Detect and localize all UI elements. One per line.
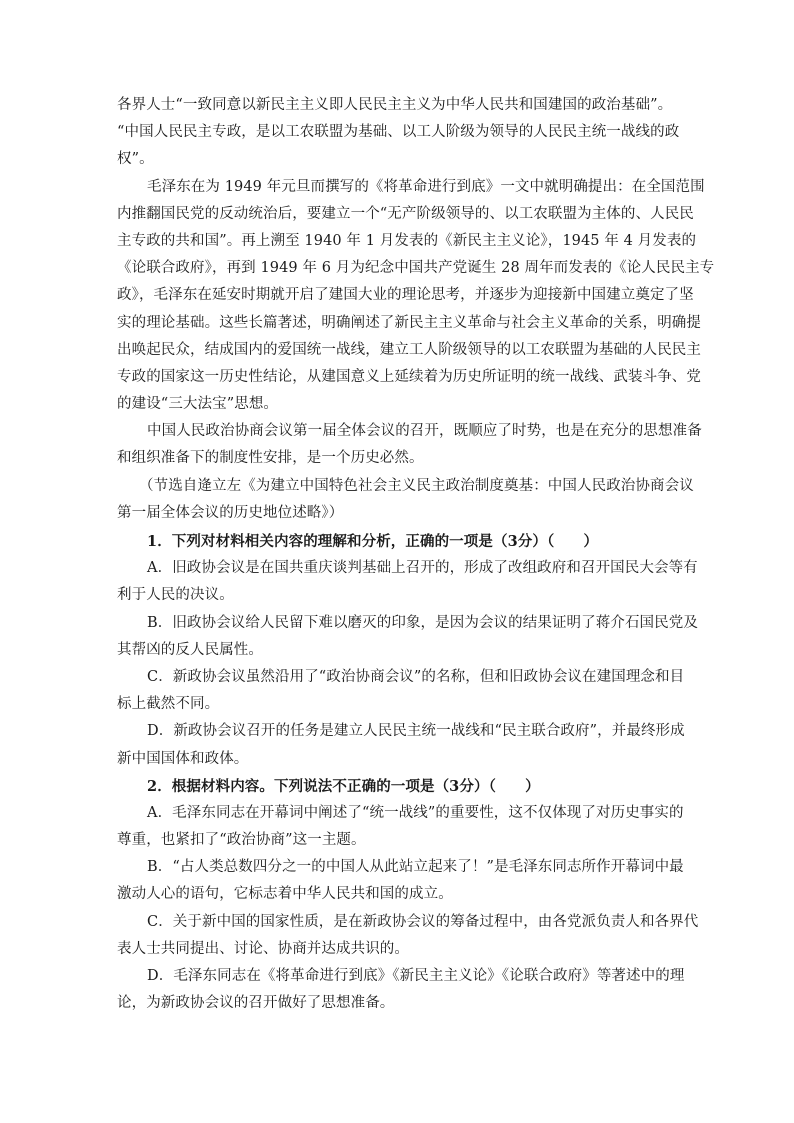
text-line: 新中国国体和政体。 — [117, 750, 249, 767]
text-line: 毛泽东在为 1949 年元旦而撰写的《将革命进行到底》一文中就明确提出：在全国范围 — [147, 178, 705, 195]
text-line: A．毛泽东同志在开幕词中阐述了“统一战线”的重要性，这不仅体现了对历史事实的 — [147, 804, 684, 821]
text-line: “中国人民民主专政，是以工农联盟为基础、以工人阶级为领导的人民民主统一战线的政 — [117, 124, 680, 141]
text-line: 激动人心的语句，它标志着中华人民共和国的成立。 — [117, 886, 453, 903]
text-line: B．“占人类总数四分之一的中国人从此站立起来了！”是毛泽东同志所作开幕词中最 — [147, 859, 684, 876]
text-line: 表人士共同提出、讨论、协商并达成共识的。 — [117, 940, 409, 957]
text-line: 政》，毛泽东在延安时期就开启了建国大业的理论思考，并逐步为迎接新中国建立奠定了坚 — [117, 287, 694, 304]
option-d — [117, 963, 685, 1017]
text-line: 《论联合政府》，再到 1949 年 6 月为纪念中国共产党诞生 28 周年而发表的《论人民民主专 — [117, 260, 715, 277]
text-line: 的建设“三大法宝”思想。 — [117, 396, 279, 413]
text-line: 和组织准备下的制度性安排，是一个历史必然。 — [117, 450, 424, 467]
question-stem: 1．下列对材料相关内容的理解和分析，正确的一项是（3分）（ ） — [147, 533, 599, 550]
question-1 — [117, 528, 698, 773]
question-2 — [117, 773, 699, 1018]
text-line: 出唤起民众，结成国内的爱国统一战线，建立工人阶级领导的以工农联盟为基础的人民民主 — [117, 341, 701, 358]
text-line: A．旧政协会议是在国共重庆谈判基础上召开的，形成了改组政府和召开国民大会等有 — [147, 560, 698, 577]
paragraph-3 — [117, 418, 702, 472]
option-a — [117, 555, 698, 609]
text-line: 实的理论基础。这些长篇著述，明确阐述了新民主主义革命与社会主义革命的关系，明确提 — [117, 314, 701, 331]
text-line: 第一届全体会议的历史地位述略》） — [117, 504, 344, 521]
text-line: 利于人民的决议。 — [117, 587, 234, 604]
text-line: 论，为新政协会议的召开做好了思想准备。 — [117, 995, 395, 1012]
document-page — [117, 92, 715, 1017]
text-line: 尊重，也紧扣了“政治协商”这一主题。 — [117, 832, 366, 849]
text-line: B．旧政协会议给人民留下难以磨灭的印象，是因为会议的结果证明了蒋介石国民党及 — [147, 614, 698, 631]
text-line: 其帮凶的反人民属性。 — [117, 641, 263, 658]
text-line: 权”。 — [117, 151, 154, 168]
option-d — [117, 718, 685, 772]
option-c — [117, 909, 699, 963]
text-line: 各界人士“一致同意以新民主主义即人民民主主义为中华人民共和国建国的政治基础”。 — [117, 97, 673, 113]
text-line: D．毛泽东同志在《将革命进行到底》《新民主主义论》《论联合政府》等著述中的理 — [147, 968, 685, 984]
text-line: 专政的国家这一历史性结论，从建国意义上延续着为历史所证明的统一战线、武装斗争、党 — [117, 368, 701, 385]
paragraph-1 — [117, 92, 679, 174]
option-b — [117, 610, 698, 664]
text-line: （节选自逄立左《为建立中国特色社会主义民主政治制度奠基：中国人民政治协商会议 — [139, 477, 694, 494]
text-line: 内推翻国民党的反动统治后，要建立一个“无产阶级领导的、以工农联盟为主体的、人民民 — [117, 205, 694, 222]
text-line: 标上截然不同。 — [117, 696, 220, 713]
text-line: D．新政协会议召开的任务是建立人民民主统一战线和“民主联合政府”，并最终形成 — [147, 723, 685, 740]
paragraph-2 — [117, 174, 715, 419]
text-line: 主专政的共和国”。再上溯至 1940 年 1 月发表的《新民主主义论》，1945 年 4 月发表的 — [117, 232, 697, 249]
option-a — [117, 800, 684, 854]
text-line: C．新政协会议虽然沿用了“政治协商会议”的名称，但和旧政协会议在建国理念和目 — [147, 668, 685, 685]
question-stem: 2．根据材料内容。下列说法不正确的一项是（3分）（ ） — [147, 777, 540, 795]
text-line: C．关于新中国的国家性质，是在新政协会议的筹备过程中，由各党派负责人和各界代 — [147, 913, 699, 930]
option-c — [117, 664, 685, 718]
source-citation — [117, 473, 694, 527]
option-b — [117, 854, 684, 908]
text-line: 中国人民政治协商会议第一届全体会议的召开，既顺应了时势，也是在充分的思想准备 — [147, 423, 702, 440]
